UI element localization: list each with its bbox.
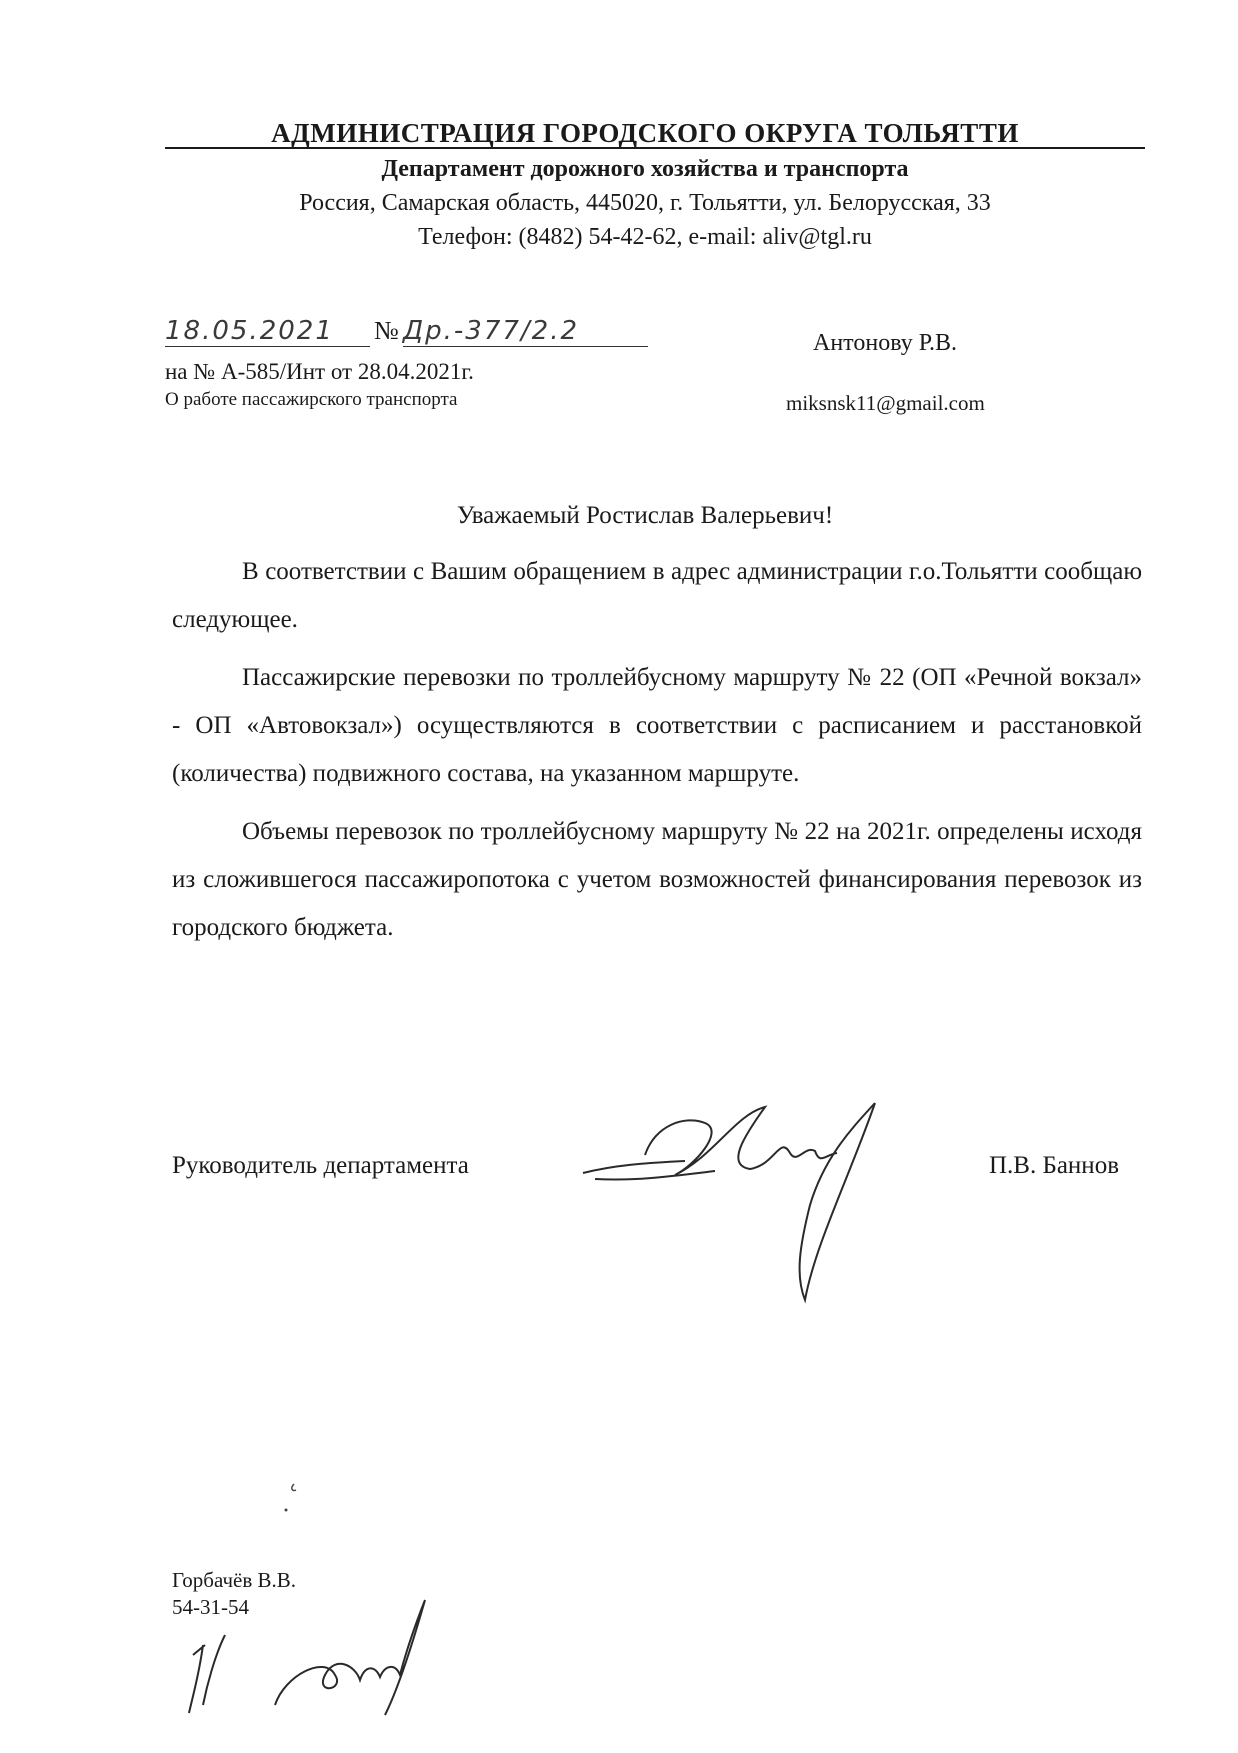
salutation: Уважаемый Ростислав Валерьевич! bbox=[456, 502, 834, 529]
department-name: Департамент дорожного хозяйства и транспорта bbox=[381, 156, 909, 182]
number-sign: № bbox=[374, 316, 399, 345]
handwritten-initials bbox=[185, 1595, 485, 1725]
executor-name: Горбачёв В.В. bbox=[172, 1568, 297, 1592]
registration-number: Др.-377/2.2 bbox=[403, 316, 648, 347]
signatory-title: Руководитель департамента bbox=[172, 1152, 469, 1179]
body-paragraph: Пассажирские перевозки по троллейбусному маршруту № 22 (ОП «Речной вокзал» - ОП «Автовокзал») осуществляются в соответствии с расписанием и расстановкой (количества) подвижного состава, на указанном маршруте. bbox=[172, 664, 1142, 787]
header-divider bbox=[165, 147, 1145, 149]
addressee-name: Антонову Р.В. bbox=[813, 330, 958, 356]
body-paragraph: Объемы перевозок по троллейбусному маршруту № 22 на 2021г. определены исходя из сложившегося пассажиропотока с учетом возможностей финансирования перевозок из городского бюджета. bbox=[172, 818, 1142, 941]
letter-body bbox=[172, 548, 1142, 962]
reply-reference: на № А-585/Инт от 28.04.2021г. bbox=[165, 359, 474, 384]
department-contacts: Телефон: (8482) 54-42-62, e-mail: aliv@tgl.ru bbox=[418, 224, 872, 250]
handwritten-signature bbox=[575, 1095, 915, 1315]
executor-phone: 54-31-54 bbox=[172, 1595, 249, 1619]
organization-title: АДМИНИСТРАЦИЯ ГОРОДСКОГО ОКРУГА ТОЛЬЯТТИ bbox=[271, 118, 1019, 148]
registration-line bbox=[165, 316, 648, 347]
body-paragraph: В соответствии с Вашим обращением в адрес администрации г.о.Тольятти сообщаю следующее. bbox=[172, 558, 1142, 633]
registration-date: 18.05.2021 bbox=[165, 316, 370, 347]
department-address: Россия, Самарская область, 445020, г. Тольятти, ул. Белорусская, 33 bbox=[299, 190, 991, 216]
signatory-name: П.В. Баннов bbox=[989, 1152, 1119, 1179]
scan-speck bbox=[280, 1480, 310, 1520]
letter-subject: О работе пассажирского транспорта bbox=[165, 389, 458, 410]
addressee-email: miksnsk11@gmail.com bbox=[786, 391, 985, 415]
